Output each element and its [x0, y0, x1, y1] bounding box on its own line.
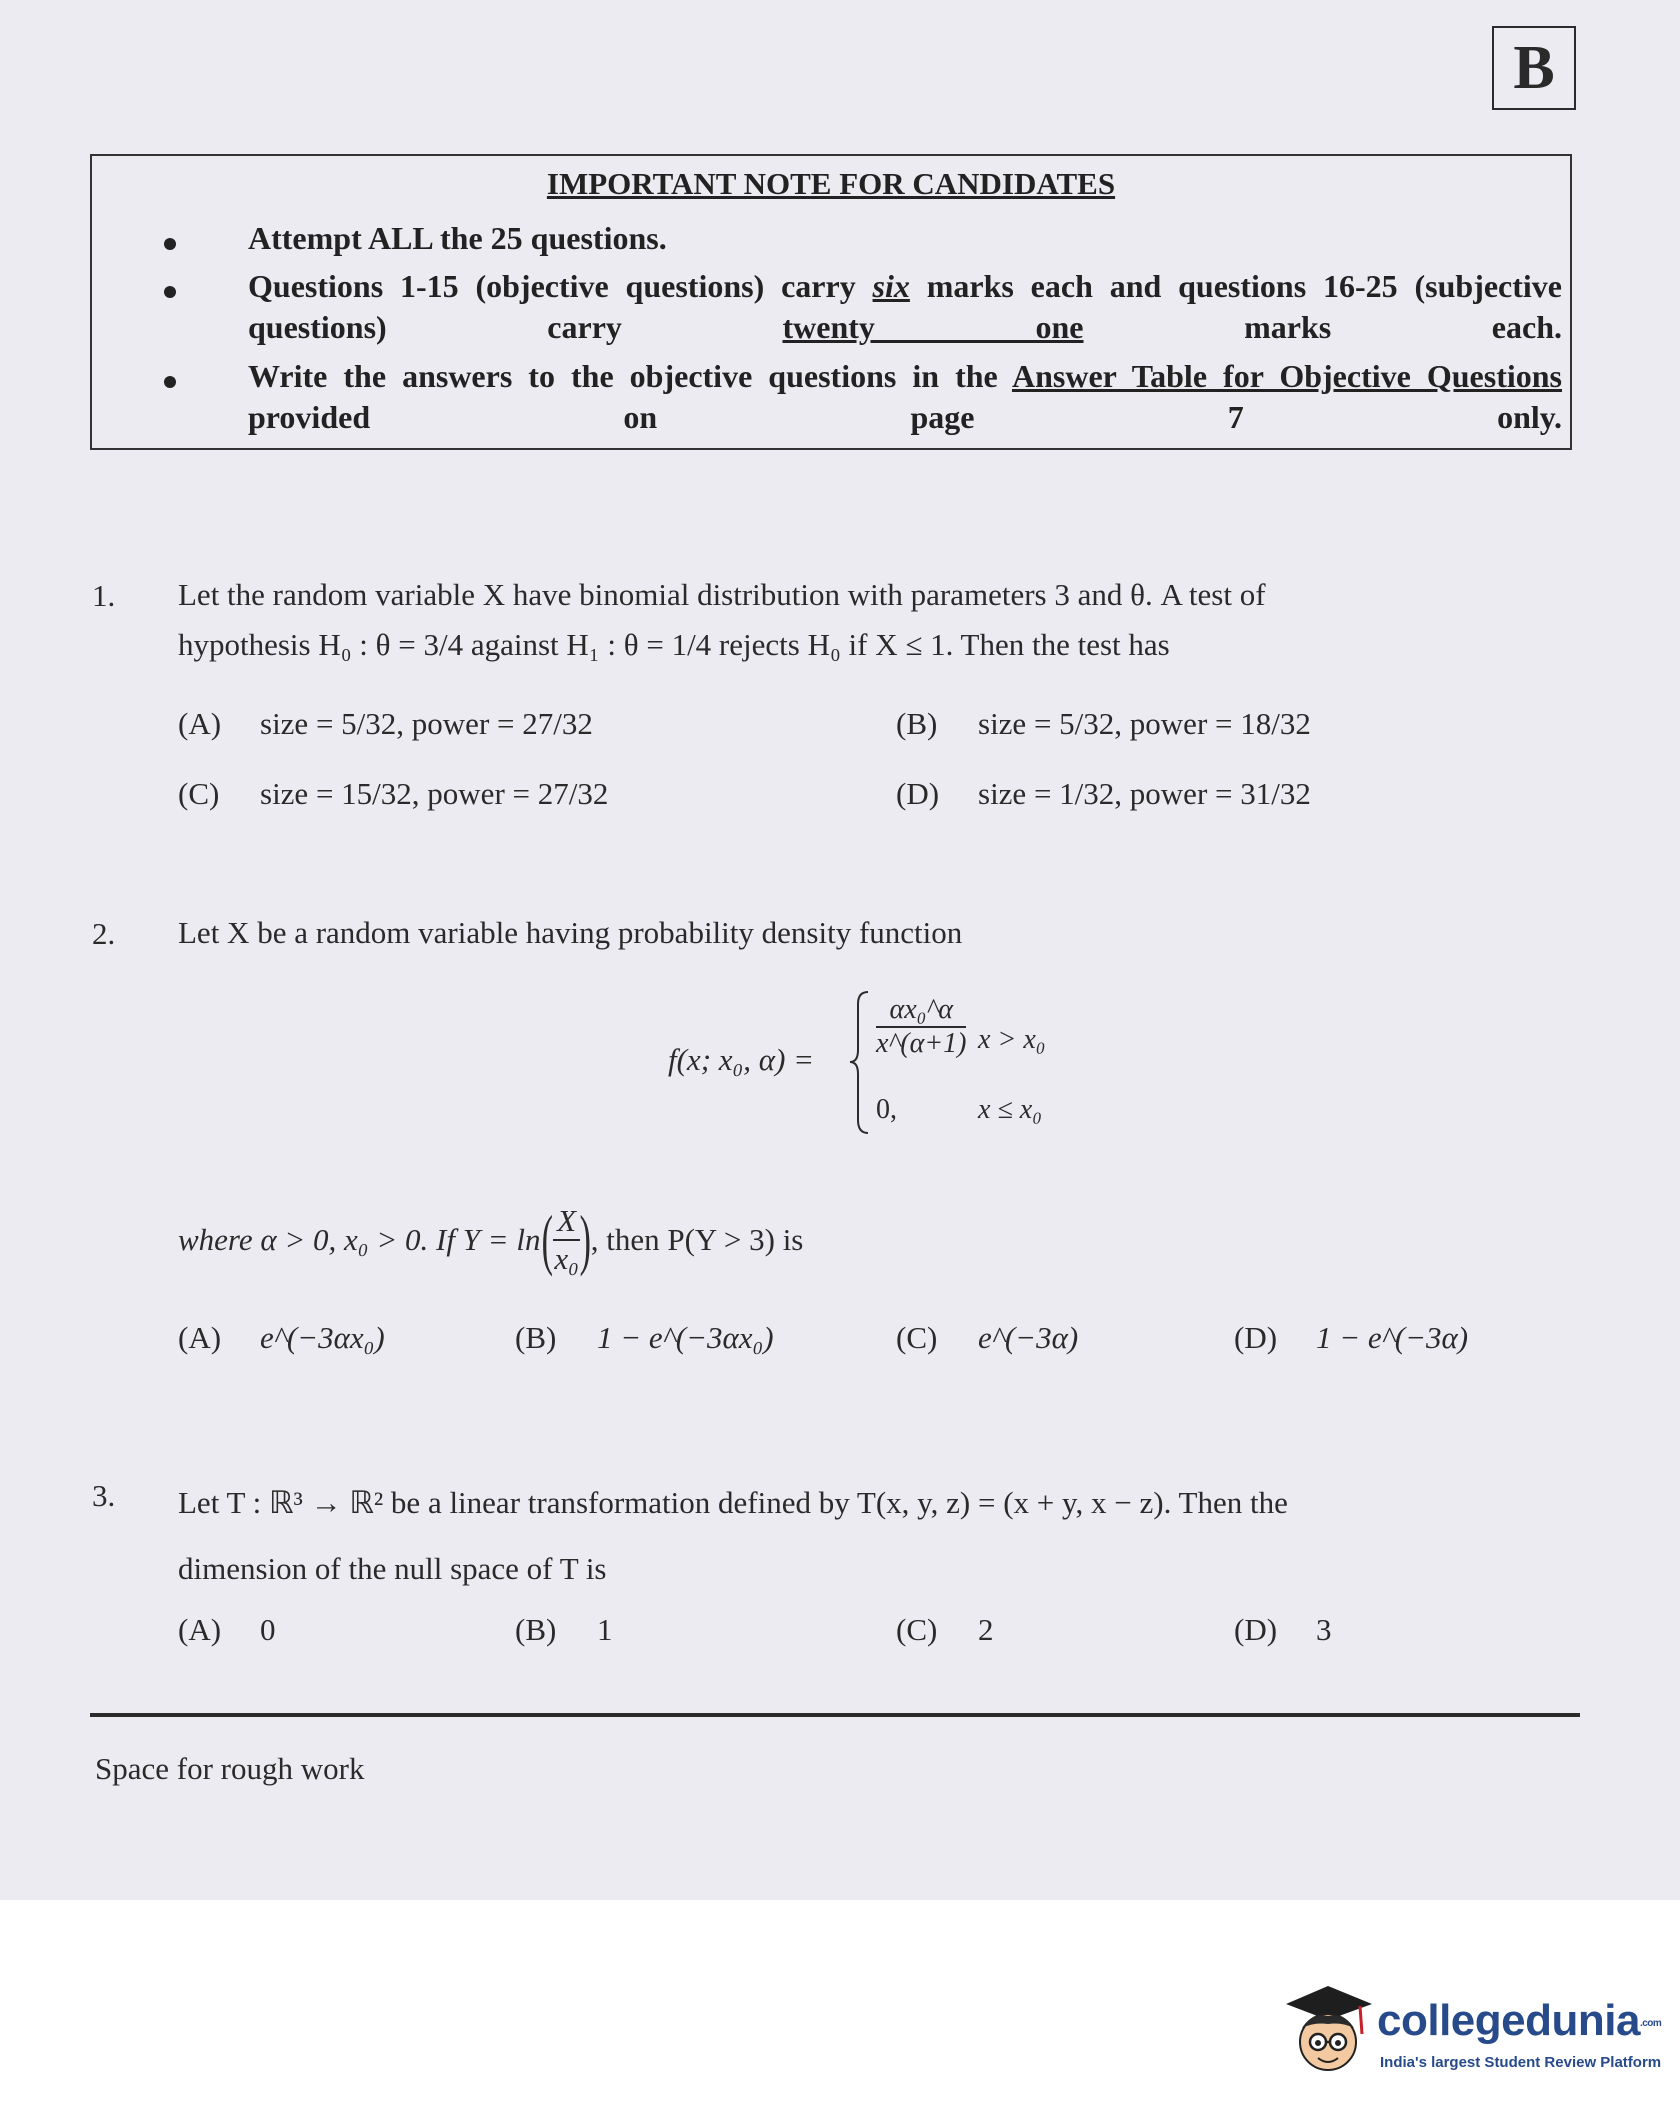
note-title: IMPORTANT NOTE FOR CANDIDATES [546, 166, 1116, 201]
case-1-condition: x > x₀ [978, 1024, 1046, 1055]
q1-option-c[interactable]: (C) size = 15/32, power = 27/32 [178, 776, 609, 811]
q2-option-b[interactable]: (B) 1 − e^(−3αx₀) [515, 1320, 774, 1355]
set-code-box [1492, 26, 1576, 110]
rough-work-divider [90, 1713, 1580, 1717]
answer-table-reference: Answer Table for Objective Questions [1011, 358, 1563, 394]
q3-option-a[interactable]: (A) 0 [178, 1612, 276, 1647]
question-1-line-2: hypothesis H₀ : θ = 3/4 against H₁ : θ = 1/4 rejects H₀ if X ≤ 1. Then the test has [178, 627, 1170, 662]
bullet-dot [164, 286, 176, 298]
pdf-lhs: f(x; x₀, α) = [668, 1042, 815, 1077]
case-1-denominator: x^(α+1) [876, 1028, 967, 1059]
note-item-3: Write the answers to the objective questions in the Answer Table for Objective Questions provided on page 7 only. [248, 358, 1563, 435]
note-item-2: Questions 1-15 (objective questions) carry six marks each and questions 16-25 (subjective questions) carry twenty one marks each. [248, 268, 1563, 345]
brand-tagline: India's largest Student Review Platform [1380, 2054, 1662, 2071]
case-1-fraction [876, 994, 966, 1060]
collegedunia-logo[interactable] [1282, 1982, 1662, 2082]
q2-option-c[interactable]: (C) e^(−3α) [896, 1320, 1079, 1355]
case-2-value: 0, [876, 1094, 897, 1125]
rough-work-label: Space for rough work [95, 1751, 365, 1786]
q2-option-d[interactable]: (D) 1 − e^(−3α) [1234, 1320, 1469, 1355]
set-code: B [1513, 33, 1555, 102]
question-1-number: 1. [92, 578, 116, 613]
question-2-condition-line: where α > 0, x₀ > 0. If Y = ln ( $\frac{X}{\text{x₀}}$ ) , then P(Y > 3) is [178, 1201, 804, 1277]
question-1-text [178, 570, 1578, 670]
brand-name: collegedunia.com [1377, 1996, 1662, 2045]
q3-option-c[interactable]: (C) 2 [896, 1612, 994, 1647]
question-3-line-1: Let T : ℝ³ → ℝ² be a linear transformation defined by T(x, y, z) = (x + y, x − z). Then the [178, 1485, 1288, 1520]
bullet-dot [164, 376, 176, 388]
six-emphasis: six [872, 268, 910, 304]
q1-option-d[interactable]: (D) size = 1/32, power = 31/32 [896, 776, 1311, 811]
ratio-numerator: X [553, 1203, 580, 1241]
question-2-number: 2. [92, 916, 116, 951]
twenty-one-emphasis: twenty one [782, 309, 1084, 345]
note-item-1: Attempt ALL the 25 questions. [248, 220, 667, 256]
bullet-dot [164, 238, 176, 250]
important-note-box [90, 154, 1572, 450]
question-2-intro: Let X be a random variable having probability density function [178, 915, 963, 950]
question-1-line-1: Let the random variable X have binomial distribution with parameters 3 and θ. A test of [178, 577, 1266, 612]
question-3-line-2: dimension of the null space of T is [178, 1551, 607, 1586]
q3-option-b[interactable]: (B) 1 [515, 1612, 613, 1647]
case-2-condition: x ≤ x₀ [978, 1094, 1042, 1125]
ratio-denominator: x₀ [554, 1240, 579, 1276]
question-3-number: 3. [92, 1478, 116, 1513]
case-1-numerator: αx₀^α [876, 994, 966, 1028]
q1-option-b[interactable]: (B) size = 5/32, power = 18/32 [896, 706, 1311, 741]
question-3-text [178, 1470, 1578, 1602]
q3-option-d[interactable]: (D) 3 [1234, 1612, 1332, 1647]
q2-option-a[interactable]: (A) e^(−3αx₀) [178, 1320, 385, 1355]
q1-option-a[interactable]: (A) size = 5/32, power = 27/32 [178, 706, 593, 741]
student-mascot-icon [1282, 1982, 1374, 2082]
left-brace [848, 990, 870, 1135]
